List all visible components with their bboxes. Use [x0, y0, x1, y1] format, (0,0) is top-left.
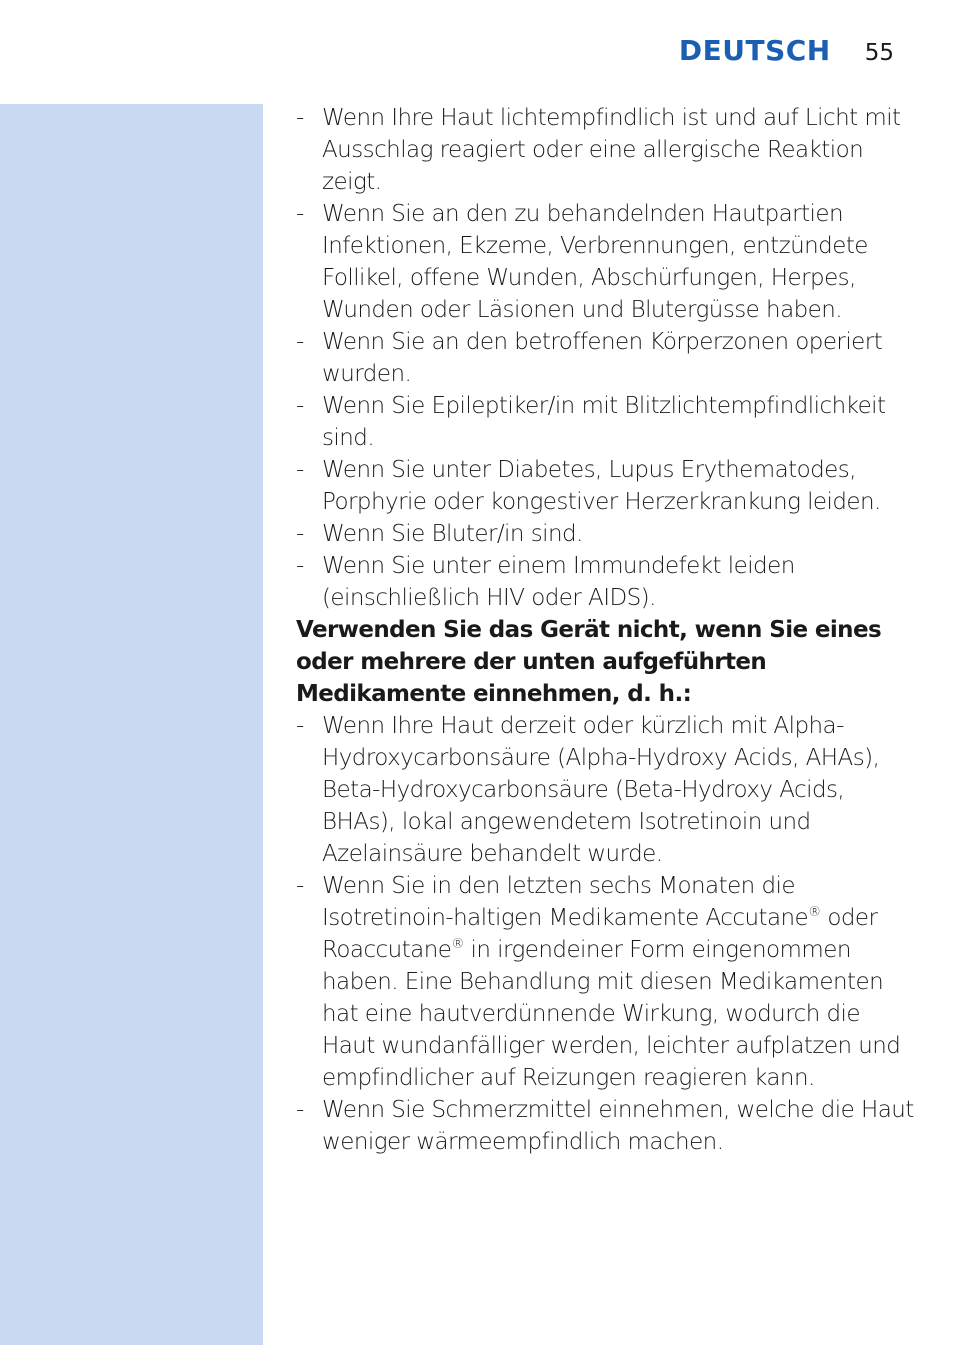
list-item: - Wenn Sie unter einem Immundefekt leiden (einschließlich HIV oder AIDS). — [296, 550, 916, 614]
registered-mark: ® — [808, 905, 821, 920]
medication-warning-heading: Verwenden Sie das Gerät nicht, wenn Sie eines oder mehrere der unten aufgeführten Medikamente einnehmen, d. h.: — [296, 617, 882, 707]
sidebar-panel — [0, 104, 263, 1345]
list-item-text: Wenn Sie in den letzten sechs Monaten die Isotretinoin-haltigen Medikamente Accutane — [322, 873, 809, 931]
list-item — [296, 870, 916, 1094]
page-header — [679, 34, 894, 67]
main-content — [296, 102, 916, 1158]
medication-list — [296, 710, 916, 1158]
list-item: - Wenn Sie an den betroffenen Körperzonen operiert wurden. — [296, 326, 916, 390]
list-item: - Wenn Sie Schmerzmittel einnehmen, welche die Haut weniger wärmeempfindlich machen. — [296, 1094, 916, 1158]
list-item: - Wenn Sie Epileptiker/in mit Blitzlichtempfindlichkeit sind. — [296, 390, 916, 454]
page-number: 55 — [864, 40, 894, 66]
list-item-text: in irgendeiner Form eingenommen haben. Eine Behandlung mit diesen Medikamenten hat eine hautverdünnende Wirkung, wodurch die Haut wundanfälliger werden, leichter aufplatzen und empfindlicher auf Reizungen reagieren kann. — [322, 937, 901, 1091]
list-item: - Wenn Ihre Haut lichtempfindlich ist und auf Licht mit Ausschlag reagiert oder eine allergische Reaktion zeigt. — [296, 102, 916, 198]
list-item-text: oder Roaccutane — [322, 905, 878, 963]
list-item: - Wenn Sie unter Diabetes, Lupus Erythematodes, Porphyrie oder kongestiver Herzerkrankung leiden. — [296, 454, 916, 518]
list-item: - Wenn Ihre Haut derzeit oder kürzlich mit Alpha-Hydroxycarbonsäure (Alpha-Hydroxy Acids, AHAs), Beta-Hydroxycarbonsäure (Beta-Hydroxy Acids, BHAs), lokal angewendetem Isotretinoin und Azelainsäure behandelt wurde. — [296, 710, 916, 870]
list-item: - Wenn Sie Bluter/in sind. — [296, 518, 916, 550]
list-item: - Wenn Sie an den zu behandelnden Hautpartien Infektionen, Ekzeme, Verbrennungen, entzündete Follikel, offene Wunden, Abschürfungen, Herpes, Wunden oder Läsionen und Blutergüsse haben. — [296, 198, 916, 326]
section-title: DEUTSCH — [678, 34, 831, 67]
registered-mark: ® — [451, 937, 464, 952]
contraindication-list — [296, 102, 916, 614]
